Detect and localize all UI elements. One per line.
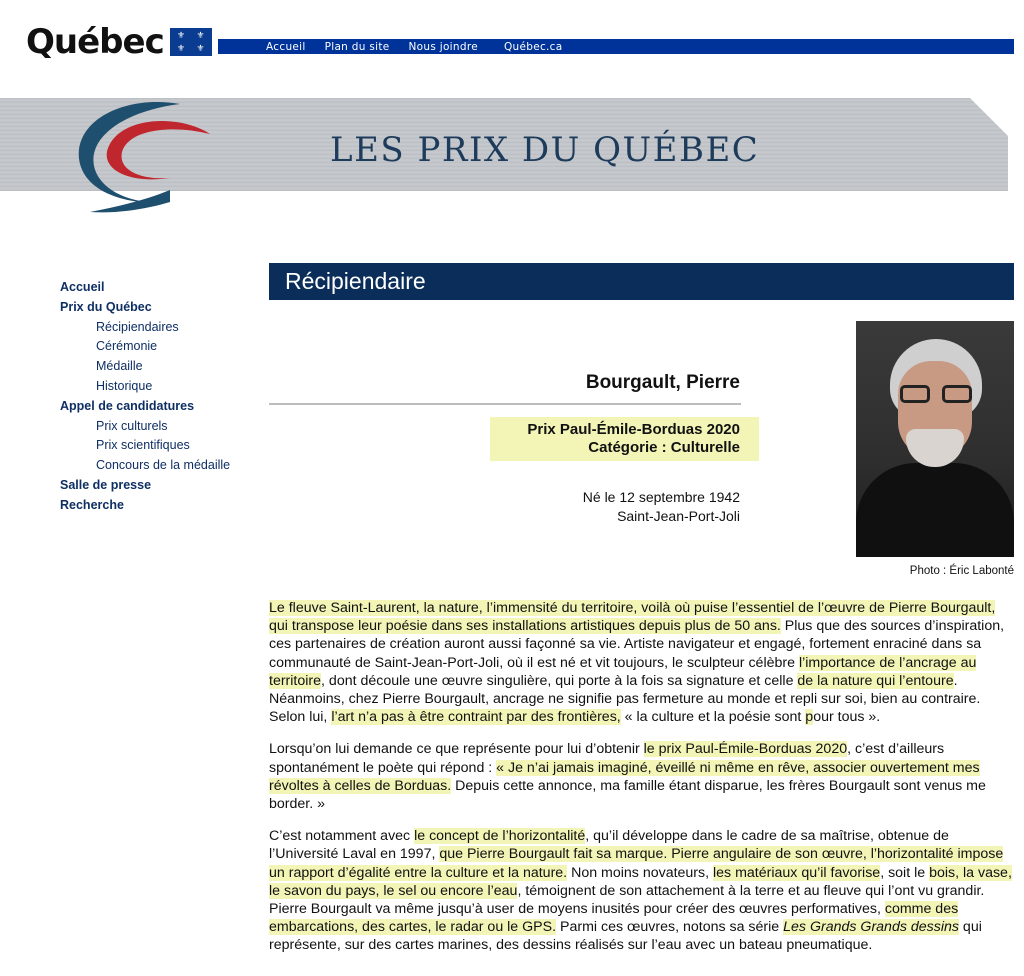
highlighted-text: que Pierre Bourgault fait sa marque. Pierre angulaire de son œuvre, l’horizontalité impose un rapport d’égalité entre la culture et la nature. [269,846,1004,881]
photo-glasses-shape [900,385,972,403]
sidebar-nav [60,278,260,516]
highlighted-text: les matériaux qu’il favorise [713,864,881,881]
quebec-wordmark: Québec [26,22,164,62]
gov-link-plan-du-site[interactable]: Plan du site [324,40,390,53]
sidebar-item-prix-du-quebec[interactable]: Prix du Québec [60,299,152,314]
sidebar-item-appel-de-candidatures[interactable]: Appel de candidatures [60,398,195,413]
banner-title: LES PRIX DU QUÉBEC [330,130,760,170]
prize-name: Prix Paul-Émile-Borduas 2020 [527,421,740,438]
highlighted-text: l’importance de l’ancrage au territoire [269,654,977,689]
sidebar-item-ceremonie[interactable]: Cérémonie [96,339,158,354]
recipient-photo [856,321,1014,557]
page-title: Récipiendaire [269,263,1014,300]
sidebar-item-recherche[interactable]: Recherche [60,497,124,512]
sidebar-item-recipiendaires[interactable]: Récipiendaires [96,319,179,334]
sidebar-item-prix-scientifiques[interactable]: Prix scientifiques [96,438,190,453]
photo-body-shape [856,463,1014,557]
sidebar-item-accueil[interactable]: Accueil [60,280,105,294]
photo-beard-shape [906,429,964,467]
article-body [269,599,1014,969]
quebec-flag-icon [170,28,212,56]
fleur-de-lis-icon: ⚜ [173,44,190,54]
highlighted-text: « Je n’ai jamais imaginé, éveillé ni même en rêve, associer ouvertement mes révoltes à celles de Borduas. [269,759,980,794]
sidebar-item-salle-de-presse[interactable]: Salle de presse [60,477,152,492]
sidebar-item-historique[interactable]: Historique [96,378,153,393]
sidebar-item-medaille[interactable]: Médaille [96,359,143,374]
gov-link-quebec-ca[interactable]: Québec.ca [503,40,563,53]
highlighted-text: p [805,709,814,726]
birth-place: Saint-Jean-Port-Joli [617,508,740,524]
highlighted-text: le concept de l’horizontalité [414,828,586,845]
birth-date: Né le 12 septembre 1942 [582,489,740,505]
gov-link-accueil[interactable]: Accueil [266,40,306,53]
highlighted-text: Les Grands Grands dessins [783,919,959,936]
recipient-name: Bourgault, Pierre [585,372,740,393]
highlighted-text: comme des embarcations, des cartes, le radar ou le GPS. [269,901,959,936]
gov-link-nous-joindre[interactable]: Nous joindre [408,40,478,53]
highlighted-text: bois, la vase, le savon du pays, le sel ou encore l’eau [269,864,1012,899]
highlighted-text: Le fleuve Saint-Laurent, la nature, l’immensité du territoire, voilà où puise l’essentiel de l’œuvre de Pierre Bourgault, qui transpose leur poésie dans ses installations artistiques depuis plus de 50 ans. [269,600,996,635]
fleur-de-lis-icon: ⚜ [192,31,209,41]
fleur-de-lis-icon: ⚜ [173,31,190,41]
article-paragraph-3: C’est notamment avec le concept de l’horizontalité, qu’il développe dans le cadre de sa maîtrise, obtenue de l’Université Laval en 1997, que Pierre Bourgault fait sa marque. Pierre angulaire de son œuvre, l’horizontalité impose un rapport d’égalité entre la culture et la nature. Non moins novateurs, les matériaux qu’il favorise, soit le bois, la vase, le savon du pays, le sel ou encore l’eau, témoignent de son attachement à la terre et au fleuve qui l’ont vu grandir. Pierre Bourgault va même jusqu’à user de moyens inusités pour créer des œuvres performatives, comme des embarcations, des cartes, le radar ou le GPS. Parmi ces œuvres, notons sa série Les Grands Grands dessins qui représente, sur des cartes marines, des dessins réalisés sur l’eau avec un bateau pneumatique. [269,828,1012,954]
prize-category: Catégorie : Culturelle [588,439,740,456]
fleur-de-lis-icon: ⚜ [192,44,209,54]
article-paragraph-2: Lorsqu’on lui demande ce que représente pour lui d’obtenir le prix Paul-Émile-Borduas 2020, c’est d’ailleurs spontanément le poète qui répond : « Je n’ai jamais imaginé, éveillé ni même en rêve, associer ouvertement mes révoltes à celles de Borduas. Depuis cette annonce, ma famille étant disparue, les frères Bourgault sont venus me border. » [269,741,986,813]
photo-credit: Photo : Éric Labonté [909,565,1014,577]
highlighted-text: le prix Paul-Émile-Borduas 2020 [643,741,848,758]
name-divider [269,403,741,405]
highlighted-text: de la nature qui l’entoure [797,672,954,689]
quebec-gov-logo[interactable] [26,22,212,62]
highlighted-text: l’art n’a pas à être contraint par des frontières, [331,709,621,726]
prix-du-quebec-logo-icon [60,94,220,218]
sidebar-item-concours-de-la-medaille[interactable]: Concours de la médaille [96,458,231,473]
sidebar-item-prix-culturels[interactable]: Prix culturels [96,418,168,433]
article-paragraph-1: Le fleuve Saint-Laurent, la nature, l’immensité du territoire, voilà où puise l’essentiel de l’œuvre de Pierre Bourgault, qui transpose leur poésie dans ses installations artistiques depuis plus de 50 ans. Plus que des sources d’inspiration, ces partenaires de création auront aussi façonné sa vie. Artiste navigateur et engagé, fortement enraciné dans sa communauté de Saint-Jean-Port-Joli, où il est né et vit toujours, le sculpteur célèbre l’importance de l’ancrage au territoire, dont découle une œuvre singulière, qui porte à la fois sa signature et celle de la nature qui l’entoure. Néanmoins, chez Pierre Bourgault, ancrage ne signifie pas fermeture au monde et repli sur soi, bien au contraire. Selon lui, l’art n’a pas à être contraint par des frontières, « la culture et la poésie sont pour tous ». [269,600,1005,726]
gov-top-nav [218,39,1014,54]
